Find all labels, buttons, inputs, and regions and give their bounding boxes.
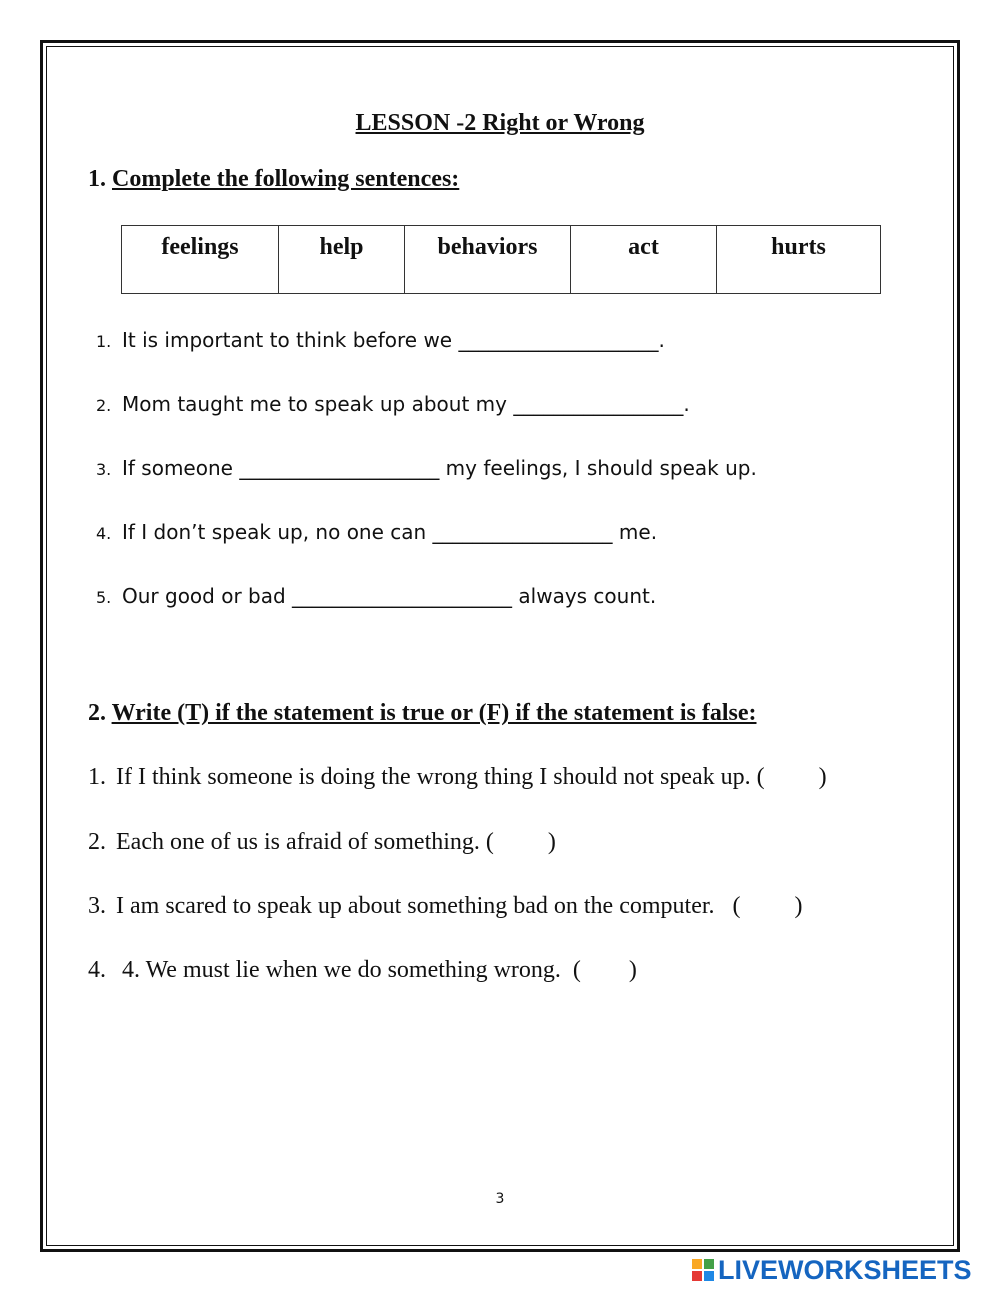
item-text: Mom taught me to speak up about my _________________. [122,392,690,416]
fill-blank-item[interactable] [96,584,656,608]
item-number: 1. [88,764,106,790]
item-number: 3. [88,893,106,919]
liveworksheets-logo-icon [692,1259,714,1281]
word-bank-cell: hurts [717,226,881,294]
item-number: 1. [96,332,112,351]
item-text: If I think someone is doing the wrong thing I should not speak up. ( ) [116,764,827,790]
item-text: It is important to think before we ____________________. [122,328,665,352]
item-number: 2. [88,829,106,855]
true-false-item[interactable] [88,957,637,984]
brand-name: LIVEWORKSHEETS [718,1254,972,1285]
word-bank-table [121,225,881,294]
item-number: 4. [96,524,112,543]
item-number: 2. [96,396,112,415]
fill-blank-item[interactable] [96,520,657,544]
item-text: 4. We must lie when we do something wrong. ( ) [116,957,637,983]
fill-blank-item[interactable] [96,392,690,416]
true-false-item[interactable] [88,893,803,920]
word-bank-cell: help [279,226,405,294]
section-1-number: 1. [88,166,106,192]
item-text: If I don’t speak up, no one can __________________ me. [122,520,658,544]
word-bank-cell: behaviors [405,226,571,294]
section-2-heading-text: Write (T) if the statement is true or (F) if the statement is false: [111,700,757,726]
item-text: I am scared to speak up about something bad on the computer. ( ) [116,893,803,919]
item-text: Our good or bad ______________________ always count. [122,584,657,608]
true-false-item[interactable] [88,764,827,791]
item-text: If someone ____________________ my feelings, I should speak up. [122,456,757,480]
word-bank-cell: act [571,226,717,294]
page-number: 3 [495,1191,505,1207]
section-2-number: 2. [88,700,106,726]
liveworksheets-brand[interactable] [692,1255,972,1285]
item-number: 4. [88,957,106,983]
section-2-heading [88,700,757,727]
item-text: Each one of us is afraid of something. ( ) [116,829,556,855]
word-bank-cell: feelings [122,226,279,294]
lesson-title: LESSON -2 Right or Wrong [355,110,645,136]
fill-blank-item[interactable] [96,328,665,352]
item-number: 5. [96,588,112,607]
item-number: 3. [96,460,112,479]
section-1-heading [88,166,459,193]
section-1-heading-text: Complete the following sentences: [112,166,460,192]
word-bank-row [122,226,881,294]
fill-blank-item[interactable] [96,456,757,480]
true-false-item[interactable] [88,829,556,856]
